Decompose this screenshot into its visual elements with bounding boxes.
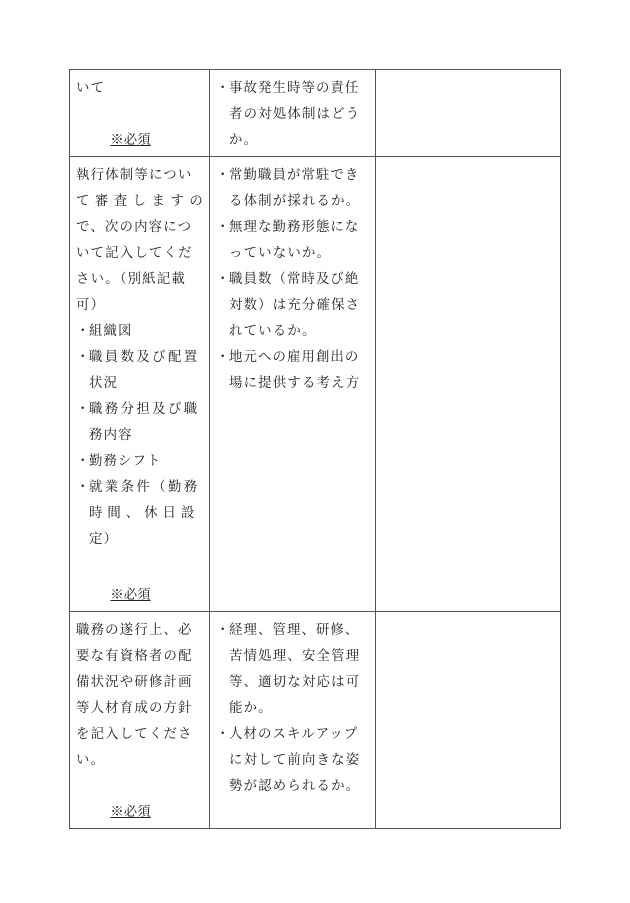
description-line: 可）	[76, 298, 106, 313]
criteria-line: に対して前向きな姿	[229, 753, 361, 768]
bullet-mark: ・	[76, 350, 91, 365]
list-item	[76, 319, 203, 345]
criteria-line: 苦情処理、安全管理	[229, 649, 361, 664]
criteria-line: れているか。	[229, 324, 317, 339]
bullet-mark: ・	[216, 350, 231, 365]
required-mark: ※必須	[110, 588, 151, 603]
criteria-item	[216, 345, 369, 371]
description-line: を記入してくださ	[76, 727, 193, 742]
list-item	[76, 397, 203, 423]
bullet-mark: ・	[216, 168, 231, 183]
criteria-line: っていないか。	[229, 246, 332, 261]
criteria-cell	[210, 70, 376, 157]
criteria-item	[216, 163, 369, 189]
criteria-line: 対数）は充分確保さ	[229, 298, 361, 313]
description-line: いて	[76, 81, 106, 96]
criteria-line: 人材のスキルアップ	[229, 727, 359, 742]
description-line: て審査しますの	[76, 194, 209, 209]
score-cell	[376, 612, 561, 829]
criteria-line: 能か。	[229, 701, 273, 716]
description-line: いて記入してくだ	[76, 246, 193, 261]
criteria-line: 地元への雇用創出の	[229, 350, 360, 365]
bullet-mark: ・	[76, 454, 91, 469]
list-item-text: 職員数及び配置	[89, 350, 200, 365]
bullet-mark: ・	[76, 402, 91, 417]
criteria-line: 無理な勤務形態にな	[229, 220, 360, 235]
criteria-line: か。	[229, 133, 259, 148]
item-description-cell	[70, 157, 210, 612]
criteria-item	[216, 215, 369, 241]
list-item-text: 勤務シフト	[89, 454, 162, 469]
table-row	[70, 612, 561, 829]
criteria-line: 勢が認められるか。	[229, 779, 361, 794]
list-item-text: 務内容	[89, 428, 133, 443]
bullet-mark: ・	[216, 220, 231, 235]
list-item	[76, 449, 203, 475]
bullet-mark: ・	[216, 727, 231, 742]
bullet-mark: ・	[216, 623, 231, 638]
criteria-line: 経理、管理、研修、	[229, 623, 360, 638]
criteria-line: 場に提供する考え方	[229, 376, 361, 391]
criteria-line: 職員数（常時及び絶	[229, 272, 360, 287]
list-item-text: 状況	[89, 376, 119, 391]
required-mark: ※必須	[110, 805, 151, 820]
description-line: 備状況や研修計画	[76, 675, 193, 690]
criteria-line: 等、適切な対応は可	[229, 675, 361, 690]
criteria-cell	[210, 612, 376, 829]
bullet-mark: ・	[76, 480, 91, 495]
bullet-mark: ・	[76, 324, 91, 339]
list-item-text: 定）	[89, 532, 119, 547]
list-item-text: 時間、休日設	[89, 506, 200, 521]
criteria-line: 事故発生時等の責任	[229, 81, 360, 96]
table-row	[70, 70, 561, 157]
criteria-line: 者の対処体制はどう	[229, 107, 361, 122]
list-item-text: 職務分担及び職	[89, 402, 200, 417]
description-line: さい。（別紙記載	[76, 272, 187, 287]
list-item	[76, 345, 203, 371]
table-row	[70, 157, 561, 612]
criteria-line: 常勤職員が常駐でき	[229, 168, 360, 183]
list-item-text: 就業条件（勤務	[89, 480, 200, 495]
list-item-text: 組織図	[89, 324, 133, 339]
description-line: 等人材育成の方針	[76, 701, 193, 716]
item-description-cell	[70, 70, 210, 157]
criteria-item	[216, 76, 369, 102]
evaluation-table	[69, 69, 561, 829]
score-cell	[376, 157, 561, 612]
description-line: 要な有資格者の配	[76, 649, 193, 664]
criteria-item	[216, 618, 369, 644]
required-mark: ※必須	[110, 133, 151, 148]
bullet-mark: ・	[216, 272, 231, 287]
criteria-line: る体制が採れるか。	[229, 194, 361, 209]
score-cell	[376, 70, 561, 157]
criteria-item	[216, 722, 369, 748]
description-line: 職務の遂行上、必	[76, 623, 193, 638]
description-line: い。	[76, 753, 106, 768]
list-item	[76, 475, 203, 501]
description-line: 執行体制等につい	[76, 168, 193, 183]
bullet-mark: ・	[216, 81, 231, 96]
item-description-cell	[70, 612, 210, 829]
criteria-cell	[210, 157, 376, 612]
description-line: で、次の内容につ	[76, 220, 193, 235]
criteria-item	[216, 267, 369, 293]
